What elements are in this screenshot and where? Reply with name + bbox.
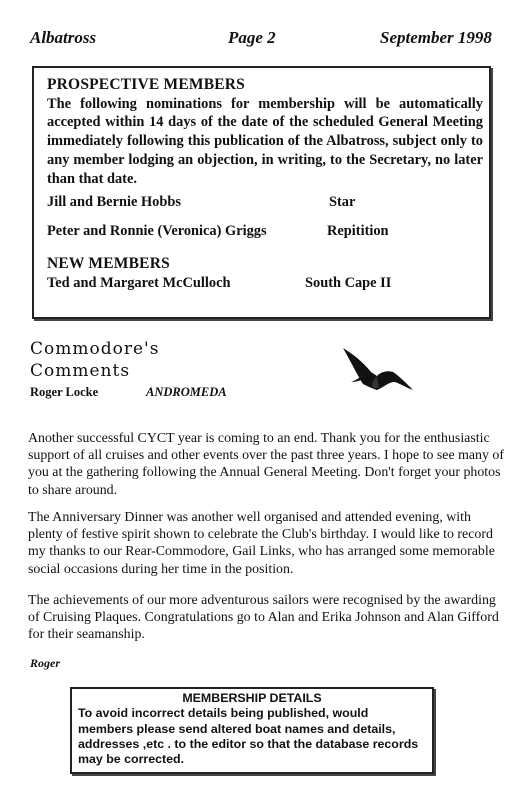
prospective-members-box bbox=[32, 66, 491, 319]
nomination-row bbox=[47, 217, 489, 246]
author-name: Roger Locke bbox=[30, 385, 99, 399]
nomination-row bbox=[47, 188, 489, 217]
commodore-comments-title bbox=[30, 338, 159, 382]
comment-paragraph: Another successful CYCT year is coming to an end. Thank you for the enthusiastic support of all cruises and other events over the past three years. I hope to see many of you at the gathering following the Annual General Meeting. Don't forget your photos to share around. bbox=[28, 431, 504, 498]
nominee-names: Jill and Bernie Hobbs bbox=[47, 194, 181, 211]
new-member-boat: South Cape II bbox=[305, 274, 392, 291]
membership-details-box bbox=[70, 687, 434, 774]
prospective-members-title: PROSPECTIVE MEMBERS bbox=[47, 76, 246, 93]
comment-paragraph: The achievements of our more adventurous sailors were recognised by the awarding of Cruising Plaques. Congratulations go to Alan and Erika Johnson and Alan Gifford for their seamanship. bbox=[28, 593, 499, 643]
title-line: Comments bbox=[30, 361, 131, 381]
new-member-row bbox=[47, 274, 489, 294]
signoff: Roger bbox=[30, 656, 60, 670]
albatross-bird-icon bbox=[337, 342, 417, 412]
page-number: Page 2 bbox=[228, 28, 276, 47]
nominee-boat: Star bbox=[329, 194, 356, 211]
membership-details-title: MEMBERSHIP DETAILS bbox=[182, 691, 322, 705]
comment-paragraph: The Anniversary Dinner was another well organised and attended evening, with plenty of festive spirit shown to celebrate the Club's birthday. I would like to record my thanks to our Rear-Commodore, Gail Links, who has arranged some memorable social occasions during her time in the position. bbox=[28, 510, 495, 577]
issue-date: September 1998 bbox=[380, 28, 492, 47]
new-member-names: Ted and Margaret McCulloch bbox=[47, 274, 231, 291]
author-boat: ANDROMEDA bbox=[146, 385, 227, 399]
nominee-names: Peter and Ronnie (Veronica) Griggs bbox=[47, 223, 267, 240]
author-line bbox=[30, 385, 227, 400]
membership-details-text: To avoid incorrect details being published, would members please send altered boat names and details, addresses ,etc . to the editor so that the database records may be corrected. bbox=[78, 706, 419, 767]
newsletter-name: Albatross bbox=[30, 28, 97, 47]
prospective-members-text: The following nominations for membership will be automatically accepted within 14 days of the date of the scheduled General Meeting immediately following this publication of the Albatross, subject only to any member lodging an objection, in writing, to the Secretary, no later than that date. bbox=[47, 95, 483, 187]
nominee-boat: Repitition bbox=[327, 223, 389, 240]
new-members-title: NEW MEMBERS bbox=[47, 255, 170, 273]
title-line: Commodore's bbox=[30, 339, 160, 359]
